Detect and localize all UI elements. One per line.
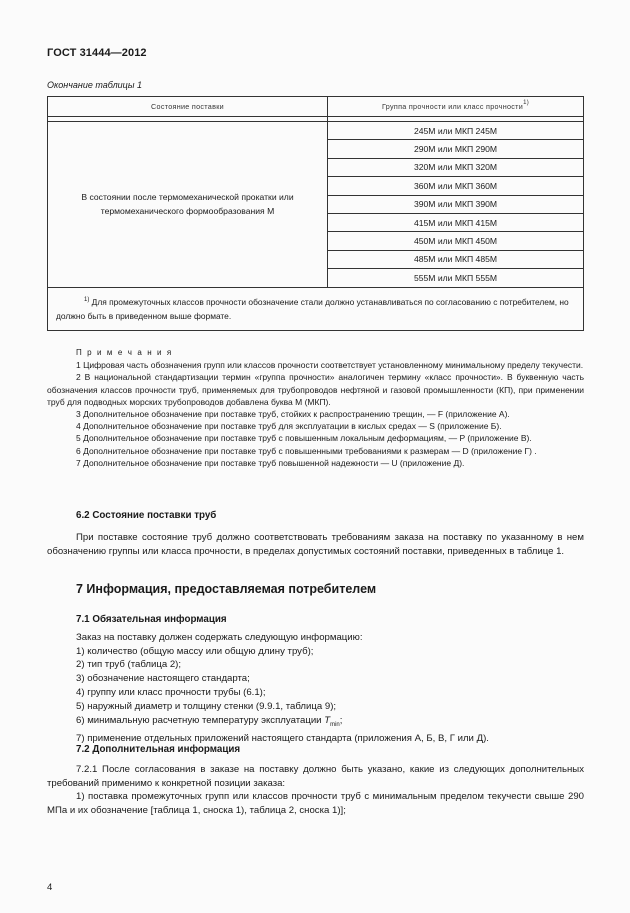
class-cell: 320M или МКП 320M	[328, 158, 584, 176]
section-6-2	[47, 509, 584, 558]
note-item: 4 Дополнительное обозначение при поставке труб для эксплуатации в кислых средах — S (приложение Б).	[76, 421, 502, 432]
section-7-2-item: 1) поставка промежуточных групп или классов прочности труб с минимальным пределом текучести свыше 290 МПа и их обозначение [таблица 1, сноска 1), таблица 2, сноска 1)];	[47, 791, 584, 817]
table-continuation-caption: Окончание таблицы 1	[47, 80, 142, 90]
list-item: 3) обозначение настоящего стандарта;	[76, 673, 250, 685]
section-7-1	[47, 613, 584, 746]
t-symbol: T	[324, 714, 331, 726]
class-cell: 245M или МКП 245M	[328, 122, 584, 140]
page-number: 4	[47, 882, 53, 893]
section-6-2-title: 6.2 Состояние поставки труб	[76, 510, 217, 521]
table-header-row	[48, 97, 584, 117]
strength-table	[47, 96, 584, 331]
class-cell: 485M или МКП 485M	[328, 250, 584, 268]
list-item-6-text: 6) минимальную расчетную температуру эксплуатации	[76, 714, 325, 726]
class-cell: 555M или МКП 555M	[328, 269, 584, 287]
class-cell: 415M или МКП 415M	[328, 213, 584, 231]
footnote-mark: 1)	[84, 296, 90, 303]
table-row	[48, 122, 584, 140]
notes-title: П р и м е ч а н и я	[76, 348, 173, 357]
note-item: 6 Дополнительное обозначение при поставке труб с повышенными требованиями к размерам — D (приложение Г) .	[76, 445, 537, 456]
col-header-class	[328, 97, 584, 117]
section-7-2-title: 7.2 Дополнительная информация	[76, 744, 241, 755]
section-7	[47, 583, 584, 597]
section-6-2-text: При поставке состояние труб должно соответствовать требованиям заказа на поставку по указанному в нем обозначению группы или класса прочности, в пределах допустимых состояний поставки, приведенных в таблице 1.	[47, 531, 584, 557]
col-header-state: Состояние поставки	[48, 97, 328, 117]
list-item: 4) группу или класс прочности трубы (6.1);	[76, 686, 266, 698]
section-7-1-intro: Заказ на поставку должен содержать следующую информацию:	[76, 631, 363, 643]
note-item: 2 В национальной стандартизации термин «группа прочности» аналогичен термину «класс прочности». В буквенную часть обозначения классов прочности труб, применяемых для трубопроводов нефтяной и газовой промышленности (КП), при применении труб для подводных морских трубопроводов добавлена буква М (МКП).	[47, 372, 584, 407]
list-item	[47, 714, 584, 733]
col-header-footnote-mark: 1)	[523, 100, 529, 106]
class-cell: 390M или МКП 390M	[328, 195, 584, 213]
list-item: 5) наружный диаметр и толщину стенки (9.9.1, таблица 9);	[76, 700, 337, 712]
section-7-1-title: 7.1 Обязательная информация	[76, 614, 227, 625]
list-item: 2) тип труб (таблица 2);	[76, 659, 182, 671]
table-footnote-row	[48, 287, 584, 330]
footnote-text: Для промежуточных классов прочности обозначение стали должно устанавливаться по согласованию с потребителем, но должно быть в приведенном выше формате.	[56, 296, 569, 321]
class-cell: 450M или МКП 450M	[328, 232, 584, 250]
note-item: 3 Дополнительное обозначение при поставке труб, стойких к распространению трещин, — F (приложение А).	[76, 409, 510, 420]
class-cell: 360M или МКП 360M	[328, 177, 584, 195]
note-item: 7 Дополнительное обозначение при поставке труб повышенной надежности — U (приложение Д).	[76, 457, 465, 468]
list-item: 1) количество (общую массу или общую длину труб);	[76, 645, 314, 657]
section-7-2	[47, 743, 584, 818]
col-header-class-text: Группа прочности или класс прочности	[381, 102, 524, 111]
section-7-title: 7 Информация, предоставляемая потребителем	[76, 582, 377, 596]
list-item-6-end: ;	[339, 714, 343, 726]
state-cell: В состоянии после термомеханической прокатки или термомеханического формообразования М	[48, 122, 328, 288]
class-cell: 290M или МКП 290M	[328, 140, 584, 158]
note-item: 5 Дополнительное обозначение при поставке труб с повышенным локальным деформациям, — P (приложение В).	[76, 433, 532, 444]
table-footnote	[48, 287, 584, 330]
note-item: 1 Цифровая часть обозначения групп или классов прочности соответствует установленному минимальному пределу текучести.	[76, 360, 584, 371]
notes-block	[47, 347, 584, 469]
min-subscript: min	[330, 721, 340, 728]
section-7-2-1-text: 7.2.1 После согласования в заказе на поставку должно быть указано, какие из следующих дополнительных требований применимо к конкретной позиции заказа:	[47, 763, 584, 789]
document-header: ГОСТ 31444—2012	[47, 47, 147, 59]
list-item: 7) применение отдельных приложений настоящего стандарта (приложения А, Б, В, Г или Д).	[76, 733, 489, 745]
